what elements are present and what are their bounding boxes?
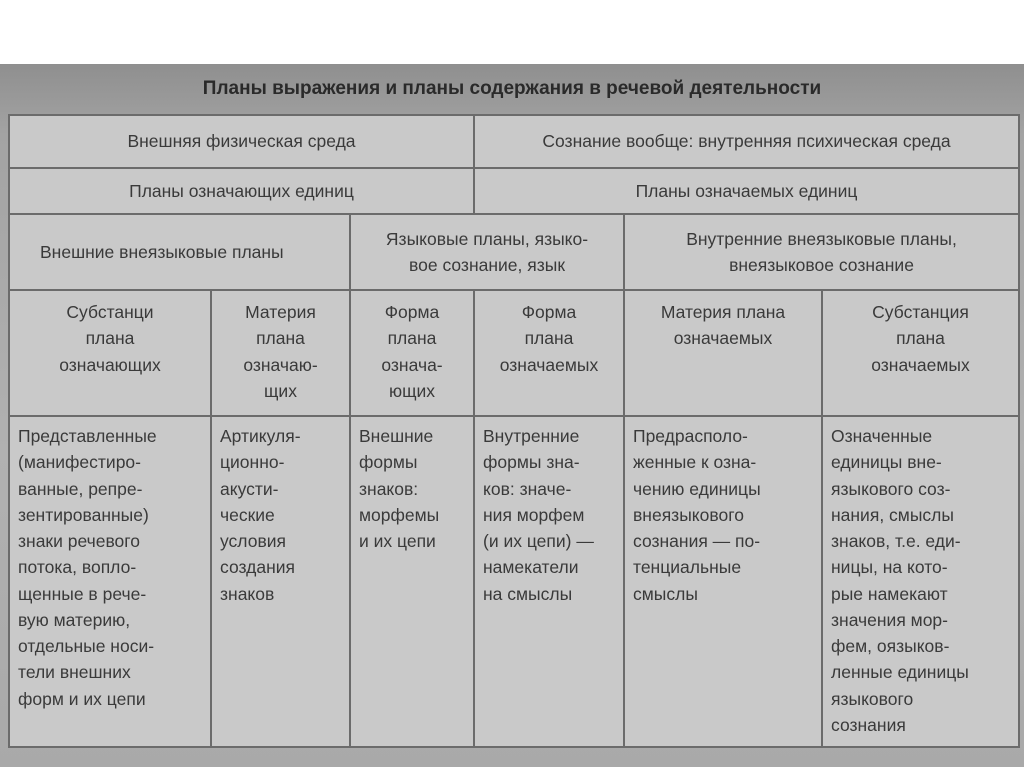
signifier-plans-cell: Планы означающих единиц	[9, 168, 474, 214]
table-row	[9, 416, 1019, 747]
internal-nonlinguistic-cell: Внутренние внеязыковые планы, внеязыковое сознание	[624, 214, 1019, 290]
table-row	[9, 115, 1019, 168]
table-row	[9, 290, 1019, 416]
column-header: Форма плана означа- ющих	[350, 290, 474, 416]
external-environment-cell: Внешняя физическая среда	[9, 115, 474, 168]
table-row	[9, 214, 1019, 290]
table-cell: Артикуля- ционно- акусти- ческие условия создания знаков	[211, 416, 350, 747]
column-header: Субстанция плана означаемых	[822, 290, 1019, 416]
table-cell: Внешние формы знаков: морфемы и их цепи	[350, 416, 474, 747]
column-header: Материя плана означаемых	[624, 290, 822, 416]
signified-plans-cell: Планы означаемых единиц	[474, 168, 1019, 214]
plans-table	[8, 114, 1020, 748]
table-cell: Означенные единицы вне- языкового соз- нания, смыслы знаков, т.е. еди- ницы, на кото- рые намекают значения мор- фем, оязыков- ленные единицы языкового сознания	[822, 416, 1019, 747]
column-header: Форма плана означаемых	[474, 290, 624, 416]
table-cell: Представленные (манифестиро- ванные, репре- зентированные) знаки речевого потока, вопло- щенные в рече- вую материю, отдельные носи- тели внешних форм и их цепи	[9, 416, 211, 747]
column-header: Материя плана означаю- щих	[211, 290, 350, 416]
consciousness-cell: Сознание вообще: внутренняя психическая среда	[474, 115, 1019, 168]
table-cell: Внутренние формы зна- ков: значе- ния морфем (и их цепи) — намекатели на смыслы	[474, 416, 624, 747]
table-cell: Предрасполо- женные к озна- чению единицы внеязыкового сознания — по- тенциальные смыслы	[624, 416, 822, 747]
column-header: Субстанци плана означающих	[9, 290, 211, 416]
external-nonlinguistic-cell: Внешние внеязыковые планы	[9, 214, 350, 290]
table-title: Планы выражения и планы содержания в речевой деятельности	[202, 78, 822, 99]
linguistic-plans-cell: Языковые планы, языко- вое сознание, язык	[350, 214, 624, 290]
table-row	[9, 168, 1019, 214]
